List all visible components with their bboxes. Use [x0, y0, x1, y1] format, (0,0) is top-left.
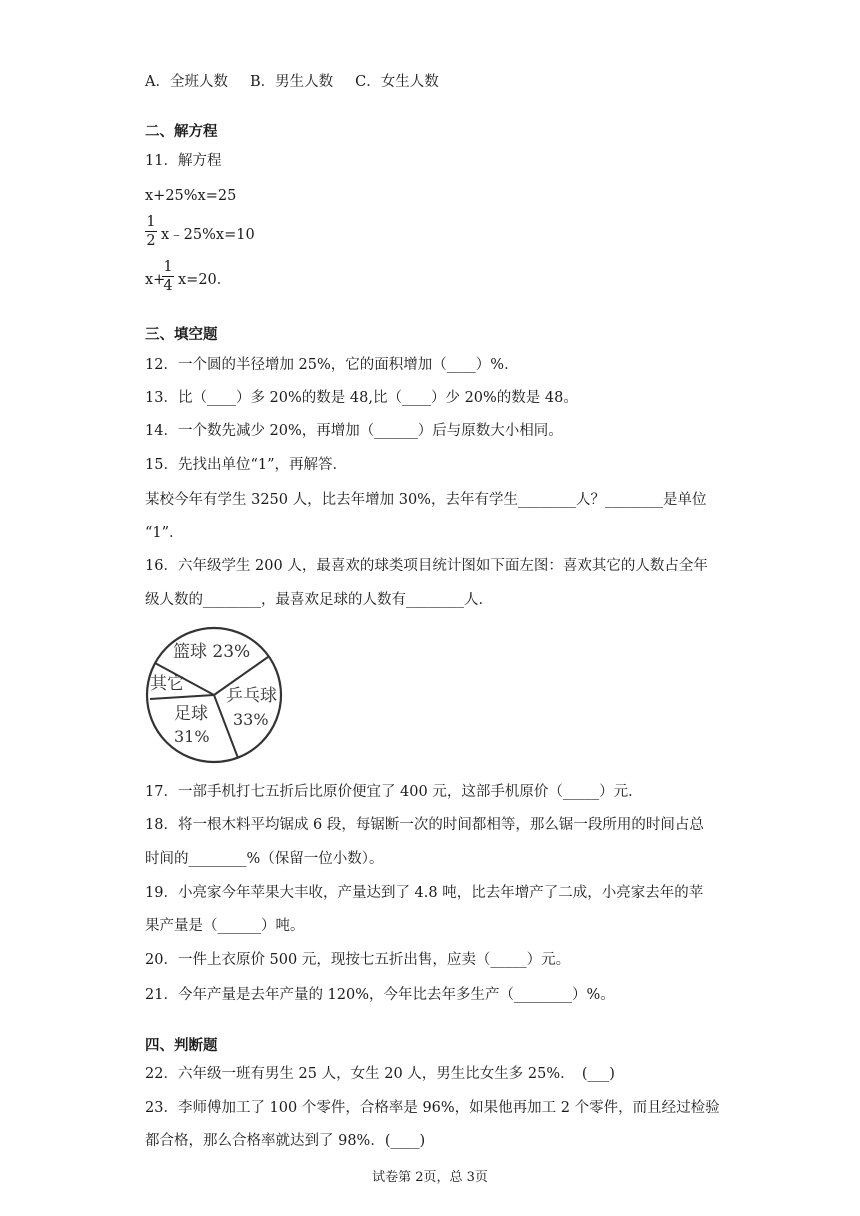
slice-label-football: 足球 — [174, 704, 208, 724]
question-20: 20．一件上衣原价 500 元，现按七五折出售，应卖（_____）元。 — [145, 952, 571, 968]
fraction-denominator: 2 — [146, 233, 156, 249]
question-23-line-1: 23．李师傅加工了 100 个零件，合格率是 96%，如果他再加工 2 个零件，而且经过检验 — [145, 1100, 720, 1116]
q11-eq2-fraction — [145, 214, 157, 249]
q11-equation-1: x+25%x=25 — [145, 188, 237, 204]
question-23-line-2: 都合格，那么合格率就达到了 98%．(____) — [145, 1133, 426, 1149]
page-footer: 试卷第 2页，总 3页 — [372, 1170, 488, 1185]
fraction-numerator: 1 — [146, 214, 156, 230]
question-15-line-3: “1”． — [145, 525, 184, 541]
fraction-denominator: 4 — [163, 278, 173, 294]
question-12: 12．一个圆的半径增加 25%，它的面积增加（____）%． — [145, 357, 519, 373]
question-19-line-1: 19．小亮家今年苹果大丰收，产量达到了 4.8 吨，比去年增产了二成，小亮家去年的苹 — [145, 885, 704, 901]
question-22: 22．六年级一班有男生 25 人，女生 20 人，男生比女生多 25%． (___) — [145, 1066, 615, 1082]
q11-equation-2: x﹣25%x=10 — [161, 227, 255, 243]
question-16-line-2: 级人数的________，最喜欢足球的人数有________人． — [145, 592, 493, 608]
section-heading-fill-blank: 三、填空题 — [145, 327, 218, 343]
pie-chart — [140, 625, 290, 765]
option-a: A．全班人数 — [145, 74, 228, 90]
question-18-line-2: 时间的________%（保留一位小数）。 — [145, 851, 384, 867]
fraction-numerator: 1 — [163, 259, 173, 275]
q11-eq3-prefix: x+ — [145, 272, 166, 288]
slice-value-football: 31% — [174, 727, 210, 746]
q11-title: 11．解方程 — [145, 153, 222, 169]
question-17: 17．一部手机打七五折后比原价便宜了 400 元，这部手机原价（_____）元． — [145, 784, 643, 800]
option-c: C．女生人数 — [355, 74, 439, 90]
question-15-line-1: 15．先找出单位“1”，再解答． — [145, 457, 348, 473]
option-b: B．男生人数 — [249, 74, 334, 90]
slice-label-other: 其它 — [150, 674, 184, 694]
slice-label-pingpong: 乒乓球 — [226, 686, 277, 706]
question-16-line-1: 16．六年级学生 200 人，最喜欢的球类项目统计图如下面左图：喜欢其它的人数占全年 — [145, 558, 708, 574]
question-13: 13．比（____）多 20%的数是 48,比（____）少 20%的数是 48。 — [145, 390, 578, 406]
q11-equation-3: x=20． — [178, 272, 232, 288]
q11-eq3-fraction — [162, 259, 174, 294]
slice-label-basketball: 篮球 23% — [173, 642, 251, 662]
section-heading-equations: 二、解方程 — [145, 124, 218, 140]
question-21: 21．今年产量是去年产量的 120%，今年比去年多生产（________）%。 — [145, 987, 615, 1003]
options-line — [145, 72, 439, 92]
question-18-line-1: 18．将一根木料平均锯成 6 段，每锯断一次的时间都相等，那么锯一段所用的时间占总 — [145, 817, 704, 833]
slice-value-pingpong: 33% — [233, 710, 269, 729]
question-15-line-2: 某校今年有学生 3250 人，比去年增加 30%，去年有学生________人？________是单位 — [145, 492, 707, 508]
section-heading-judgement: 四、判断题 — [145, 1038, 218, 1054]
question-19-line-2: 果产量是（______）吨。 — [145, 918, 305, 934]
question-14: 14．一个数先减少 20%，再增加（______）后与原数大小相同。 — [145, 423, 563, 439]
